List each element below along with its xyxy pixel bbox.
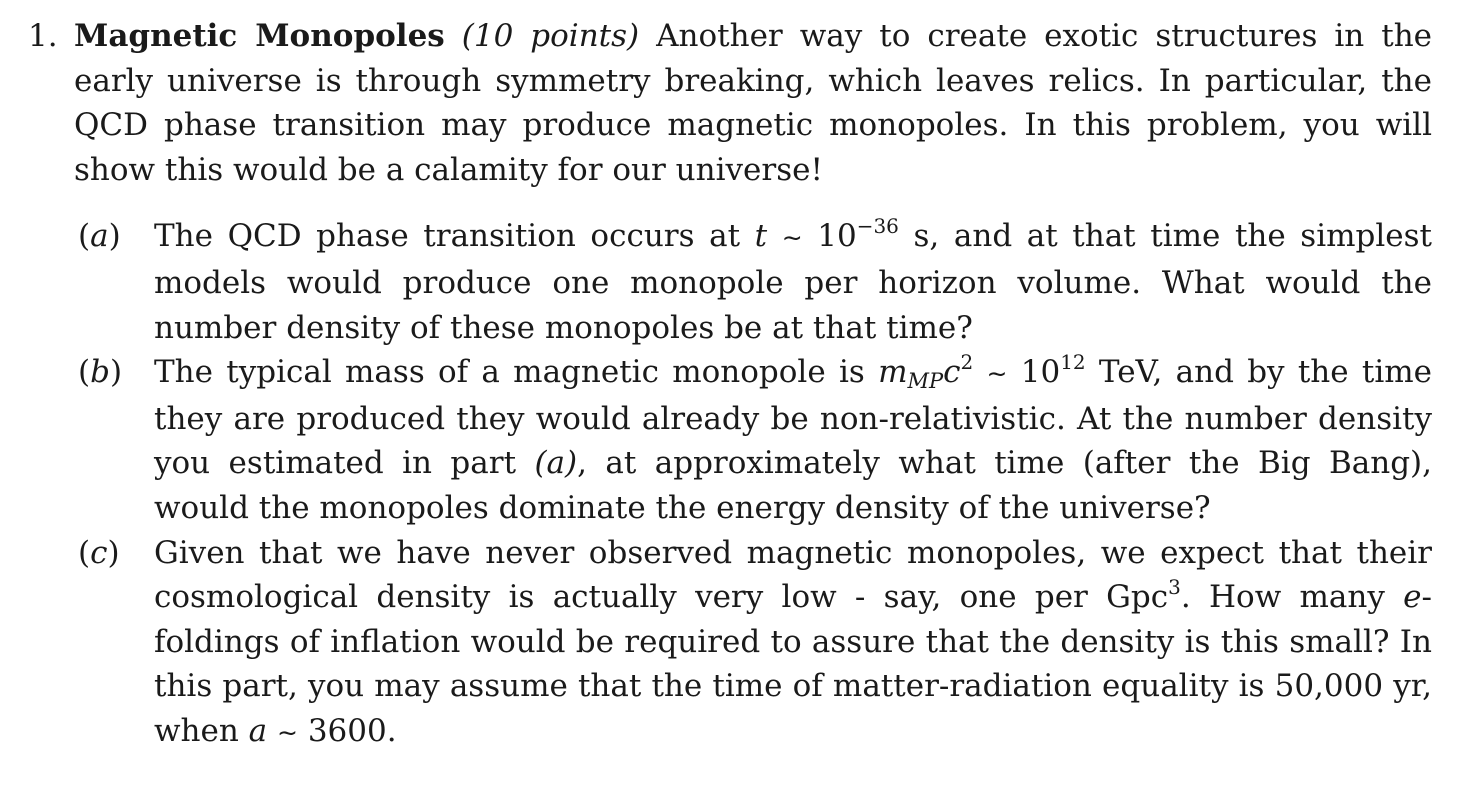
part-text: s, and at that time the simplest models would produce one monopole per horizon volume. What would the number density of these monopoles be at that time? [154,218,1432,346]
part-b [78,350,1432,530]
part-text: Given that we have never observed magnetic monopoles, we expect that their cosmological density is actually very low - say, one per Gpc [154,534,1432,616]
sim-symbol: ∼ [781,223,803,253]
part-c [78,531,1432,756]
math-exponent: 3 [1168,575,1181,600]
sim-symbol: ∼ [986,359,1008,389]
part-text: The QCD phase transition occurs at [154,218,755,255]
part-text: 3600. [297,712,397,749]
sim-symbol: ∼ [277,717,298,747]
part-text: The typical mass of a magnetic monopole is [154,354,879,391]
math-var: a [248,712,268,749]
part-text: . How many [1180,579,1404,616]
problem-block [28,14,1432,756]
part-reference: (a) [534,445,578,482]
part-text: TeV, and by the time they are produced they would already be non-relativistic. At the number density you estimated in part [154,354,1432,482]
math-exponent: 2 [960,350,974,375]
part-text: -foldings of inflation would be required to assure that the density is this small? In this part, you may assume that the time of matter-radiation equality is 50,000 yr, when [154,579,1432,749]
math-subscript: MP [907,369,944,394]
part-a [78,214,1432,350]
math-exponent: −36 [856,214,899,239]
problem-number: 1. [28,18,58,54]
part-text: , at approximately what time (after the Big Bang), would the monopoles dominate the energy density of the universe? [154,445,1432,526]
math-base: 10 [1007,354,1061,391]
problem-intro: Another way to create exotic structures in the early universe is through symmetry breaking, which leaves relics. In particular, the QCD phase transition may produce magnetic monopoles. In this problem, you will show this would be a calamity for our universe! [74,18,1433,188]
parts-list [28,214,1432,755]
math-var: m [878,354,908,391]
math-var: c [943,354,961,391]
math-exponent: 12 [1060,350,1086,375]
problem-title: Magnetic Monopoles [74,18,445,54]
math-var: e [1403,579,1422,616]
part-label: (b) [78,354,123,391]
part-label: (c) [78,534,120,571]
math-base: 10 [802,218,857,255]
part-label: (a) [78,218,121,255]
math-var: t [754,218,768,255]
problem-statement [28,14,1432,192]
problem-points: (10 points) [461,18,640,54]
